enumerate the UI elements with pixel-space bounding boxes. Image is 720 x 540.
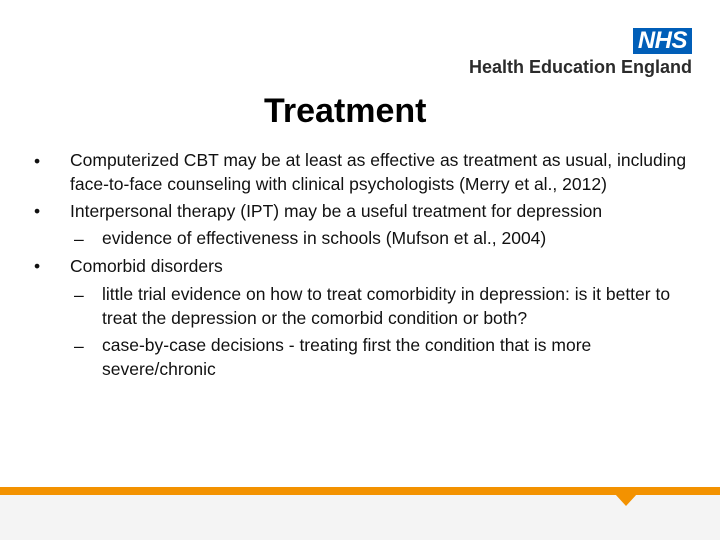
nhs-heath-education-england-logo (469, 28, 692, 77)
bullet-text: Computerized CBT may be at least as effective as treatment as usual, including face-to-face counseling with clinical psychologists (Merry et al., 2012) (70, 150, 687, 194)
sub-bullet-item (34, 226, 694, 250)
organization-name: Health Education England (468, 57, 692, 77)
sub-bullet-text: evidence of effectiveness in schools (Mufson et al., 2004) (102, 228, 547, 248)
dash-mark: – (74, 229, 84, 249)
bullet-item (34, 148, 694, 196)
dash-mark: – (74, 336, 84, 356)
sub-bullet-item (34, 333, 694, 381)
sub-bullet-item (34, 282, 694, 330)
bullet-item (34, 253, 694, 279)
footer-orange-bar (0, 487, 720, 495)
bullet-text: Interpersonal therapy (IPT) may be a useful treatment for depression (70, 201, 603, 221)
bullet-mark: • (34, 201, 41, 221)
sub-bullet-text: little trial evidence on how to treat comorbidity in depression: is it better to treat the depression or the comorbid condition or both? (102, 284, 671, 328)
sub-bullet-text: case-by-case decisions - treating first the condition that is more severe/chronic (102, 335, 592, 379)
bullet-mark: • (34, 256, 41, 276)
bullet-mark: • (34, 151, 41, 171)
bullet-text: Comorbid disorders (70, 256, 223, 276)
dash-mark: – (74, 285, 84, 305)
footer-notch-marker (615, 494, 637, 506)
slide-body (34, 148, 694, 381)
footer-band (0, 495, 720, 540)
bullet-item (34, 198, 694, 224)
nhs-logo-badge: NHS (633, 28, 692, 54)
slide-title: Treatment (264, 92, 427, 130)
